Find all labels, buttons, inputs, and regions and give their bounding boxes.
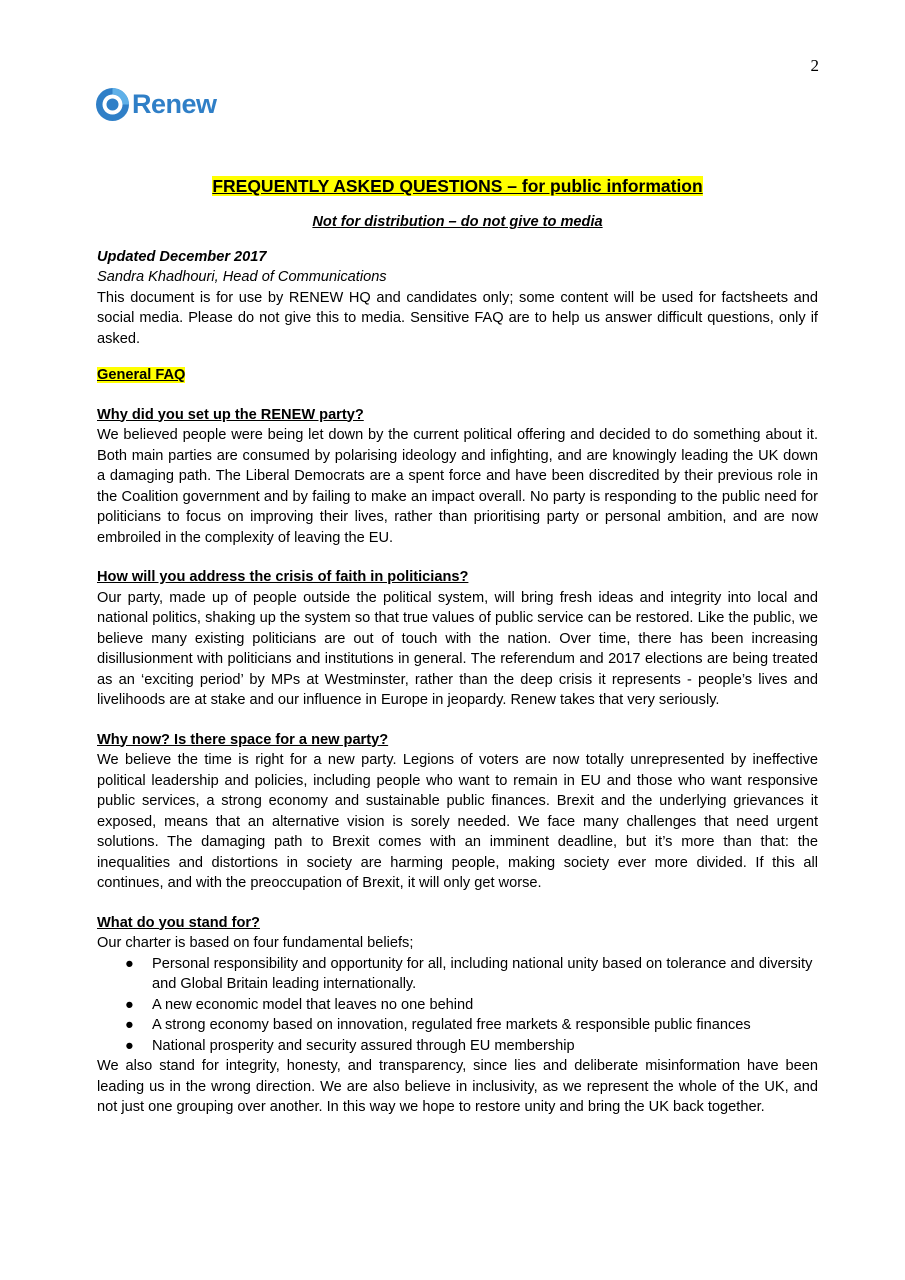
faq-item bbox=[97, 567, 818, 711]
faq-item bbox=[97, 730, 818, 894]
faq-question: What do you stand for? bbox=[97, 914, 260, 931]
updated-date: Updated December 2017 bbox=[97, 248, 267, 265]
bullet-icon: ● bbox=[125, 1017, 134, 1033]
list-item: ● A new economic model that leaves no one behind bbox=[125, 995, 818, 1016]
faq-answer: We believed people were being let down by the current political offering and decided to do something about it. Both main parties are consumed by polarising ideology and infighting, and are knowingly leading the UK down a damaging path. The Liberal Democrats are a spent force and have been discredited by their previous role in the Coalition government and by failing to make an impact overall. No party is responding to the public need for politicians to focus on improving their lives, rather than prioritising party or personal ambition, and are now embroiled in the complexity of leaving the EU. bbox=[97, 427, 818, 546]
intro-paragraph: This document is for use by RENEW HQ and candidates only; some content will be used for factsheets and social media. Please do not give this to media. Sensitive FAQ are to help us answer difficult questions, only if asked. bbox=[97, 289, 818, 347]
beliefs-list bbox=[97, 954, 818, 1057]
list-item: ● A strong economy based on innovation, regulated free markets & responsible public finances bbox=[125, 1015, 818, 1036]
renew-logo bbox=[96, 88, 217, 121]
author-line: Sandra Khadhouri, Head of Communications bbox=[97, 269, 387, 285]
faq-item bbox=[97, 913, 818, 1118]
faq-answer: We believe the time is right for a new party. Legions of voters are now totally unrepresented by ineffective political leadership and policies, including people who want to remain in EU and those who want responsive public services, a strong economy and sustainable public finances. Brexit and the underlying grievances it exposed, means that an alternative vision is sorely needed. We face many challenges that need urgent solutions. The damaging path to Brexit comes with an imminent deadline, but it’s more than that: the inequalities and distortions in society are harming people, making society ever more divided. If this all continues, and with the preoccupation of Brexit, it will only get worse. bbox=[97, 752, 818, 891]
faq-question: Why now? Is there space for a new party? bbox=[97, 731, 389, 748]
faq-answer-intro: Our charter is based on four fundamental beliefs; bbox=[97, 935, 414, 951]
bullet-icon: ● bbox=[125, 996, 134, 1013]
renew-logo-icon bbox=[96, 88, 129, 121]
document-subtitle: Not for distribution – do not give to media bbox=[312, 214, 603, 230]
document-title: FREQUENTLY ASKED QUESTIONS – for public information bbox=[212, 176, 703, 196]
renew-logo-text: Renew bbox=[132, 89, 217, 119]
list-item: ● Personal responsibility and opportunity for all, including national unity based on tolerance and diversity and Global Britain leading internationally. bbox=[125, 955, 813, 992]
document-body bbox=[97, 174, 818, 1137]
faq-question: Why did you set up the RENEW party? bbox=[97, 406, 364, 423]
list-item: ● National prosperity and security assured through EU membership bbox=[125, 1036, 818, 1057]
bullet-icon: ● bbox=[125, 955, 134, 972]
faq-answer: Our party, made up of people outside the political system, will bring fresh ideas and integrity into local and national politics, shaking up the system so that true values of public service can be restored. Like the public, we believe many existing politicians are out of touch with the nation. Over time, there has been increasing disillusionment with politicians and institutions in general. The referendum and 2017 elections are being treated as an ‘exciting period’ by MPs at Westminster, rather than the deep crisis it represents - people’s lives and livelihoods are at stake and our influence in Europe in jeopardy. Renew takes that very seriously. bbox=[97, 589, 818, 708]
bullet-icon: ● bbox=[125, 1037, 134, 1054]
faq-question: How will you address the crisis of faith in politicians? bbox=[97, 569, 469, 585]
faq-answer-outro: We also stand for integrity, honesty, and transparency, since lies and deliberate misinformation have been leading us in the wrong direction. We are also believe in inclusivity, as we represent the whole of the UK, and not just one grouping over another. In this way we hope to restore unity and bring the UK back together. bbox=[97, 1058, 818, 1115]
faq-item bbox=[97, 405, 818, 549]
section-label-general-faq: General FAQ bbox=[97, 367, 186, 383]
page-number: 2 bbox=[810, 56, 819, 75]
